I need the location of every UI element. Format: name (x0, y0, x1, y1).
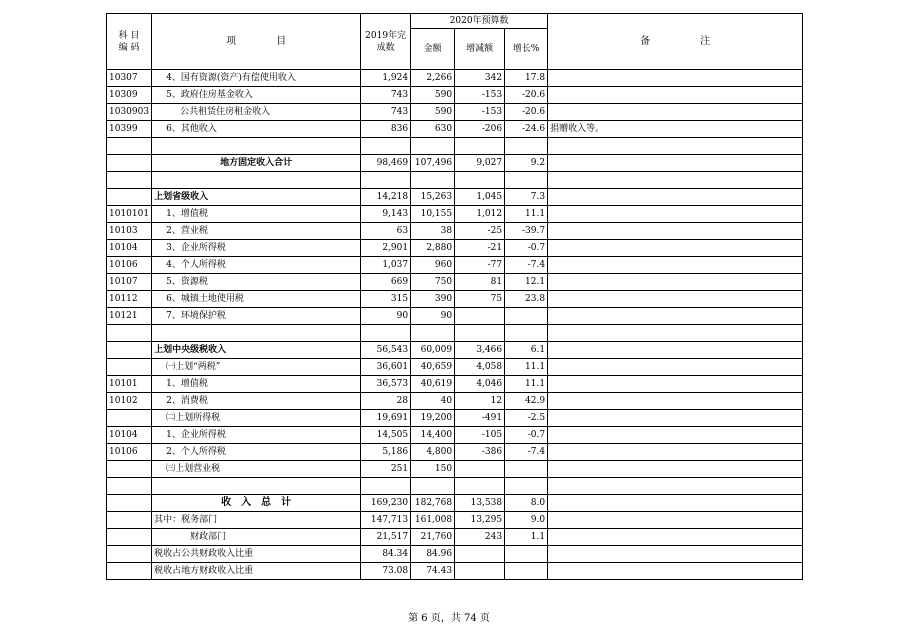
cell-2019: 90 (361, 308, 411, 325)
cell-remark (548, 393, 803, 410)
table-row (107, 70, 803, 87)
cell-change: 4,058 (455, 359, 505, 376)
table-row (107, 342, 803, 359)
cell-amount: 40 (411, 393, 455, 410)
cell-remark (548, 410, 803, 427)
cell-change (455, 138, 505, 155)
cell-remark (548, 359, 803, 376)
table-row (107, 393, 803, 410)
cell-2019: 14,505 (361, 427, 411, 444)
cell-remark (548, 427, 803, 444)
cell-remark: 捐赠收入等。 (548, 121, 803, 138)
cell-remark (548, 342, 803, 359)
cell-amount: 150 (411, 461, 455, 478)
cell-remark (548, 240, 803, 257)
cell-2019: 315 (361, 291, 411, 308)
cell-amount: 84.96 (411, 546, 455, 563)
cell-growth: 11.1 (505, 359, 548, 376)
cell-remark (548, 291, 803, 308)
cell-item (152, 172, 361, 189)
cell-change: -491 (455, 410, 505, 427)
cell-change: 342 (455, 70, 505, 87)
cell-2019: 21,517 (361, 529, 411, 546)
table-row (107, 257, 803, 274)
cell-remark (548, 325, 803, 342)
cell-item: 3、企业所得税 (152, 240, 361, 257)
cell-growth: -7.4 (505, 444, 548, 461)
cell-2019: 1,037 (361, 257, 411, 274)
cell-item: 2、个人所得税 (152, 444, 361, 461)
cell-change: -153 (455, 104, 505, 121)
header-amount: 金额 (411, 29, 455, 70)
cell-growth: 9.2 (505, 155, 548, 172)
cell-2019: 63 (361, 223, 411, 240)
cell-growth: -7.4 (505, 257, 548, 274)
cell-item: 上划中央级税收入 (152, 342, 361, 359)
cell-change (455, 478, 505, 495)
cell-change: 12 (455, 393, 505, 410)
cell-item: 1、增值税 (152, 206, 361, 223)
cell-2019: 9,143 (361, 206, 411, 223)
cell-growth: 6.1 (505, 342, 548, 359)
cell-code (107, 359, 152, 376)
cell-item: 2、消费税 (152, 393, 361, 410)
cell-2019: 73.08 (361, 563, 411, 580)
cell-change: 13,538 (455, 495, 505, 512)
table-row (107, 138, 803, 155)
cell-code: 10102 (107, 393, 152, 410)
cell-code (107, 155, 152, 172)
table-row (107, 563, 803, 580)
cell-2019 (361, 325, 411, 342)
cell-code (107, 138, 152, 155)
cell-amount: 74.43 (411, 563, 455, 580)
cell-amount: 40,619 (411, 376, 455, 393)
cell-item: 公共租赁住房租金收入 (152, 104, 361, 121)
cell-change (455, 325, 505, 342)
cell-item: 财政部门 (152, 529, 361, 546)
cell-growth: -20.6 (505, 87, 548, 104)
cell-code: 1010101 (107, 206, 152, 223)
cell-growth: -0.7 (505, 427, 548, 444)
cell-remark (548, 70, 803, 87)
cell-growth (505, 478, 548, 495)
cell-amount: 21,760 (411, 529, 455, 546)
table-row (107, 427, 803, 444)
cell-change: 1,012 (455, 206, 505, 223)
cell-amount: 19,200 (411, 410, 455, 427)
cell-amount: 590 (411, 104, 455, 121)
cell-item: 1、增值税 (152, 376, 361, 393)
cell-item: 地方固定收入合计 (152, 155, 361, 172)
cell-change: 3,466 (455, 342, 505, 359)
table-row (107, 104, 803, 121)
cell-amount: 40,659 (411, 359, 455, 376)
cell-growth (505, 461, 548, 478)
cell-amount: 630 (411, 121, 455, 138)
table-row (107, 461, 803, 478)
cell-code (107, 189, 152, 206)
cell-growth: 7.3 (505, 189, 548, 206)
cell-remark (548, 529, 803, 546)
cell-amount: 15,263 (411, 189, 455, 206)
cell-change (455, 308, 505, 325)
cell-change: 81 (455, 274, 505, 291)
cell-code (107, 512, 152, 529)
cell-code: 10103 (107, 223, 152, 240)
table-row (107, 512, 803, 529)
table-row (107, 376, 803, 393)
cell-item: 上划省级收入 (152, 189, 361, 206)
cell-growth: 12.1 (505, 274, 548, 291)
cell-code: 10112 (107, 291, 152, 308)
table-row (107, 189, 803, 206)
cell-remark (548, 444, 803, 461)
cell-remark (548, 155, 803, 172)
cell-amount: 2,266 (411, 70, 455, 87)
cell-2019: 28 (361, 393, 411, 410)
cell-2019: 743 (361, 87, 411, 104)
cell-item: 2、营业税 (152, 223, 361, 240)
cell-growth: -20.6 (505, 104, 548, 121)
cell-code: 10399 (107, 121, 152, 138)
cell-growth: 42.9 (505, 393, 548, 410)
table-row (107, 274, 803, 291)
cell-remark (548, 563, 803, 580)
cell-change: -25 (455, 223, 505, 240)
cell-2019: 169,230 (361, 495, 411, 512)
cell-growth: 11.1 (505, 206, 548, 223)
cell-change: -21 (455, 240, 505, 257)
cell-remark (548, 87, 803, 104)
cell-change: 4,046 (455, 376, 505, 393)
cell-2019: 19,691 (361, 410, 411, 427)
cell-amount: 182,768 (411, 495, 455, 512)
cell-change: 243 (455, 529, 505, 546)
cell-code: 10104 (107, 240, 152, 257)
cell-remark (548, 138, 803, 155)
cell-code: 10307 (107, 70, 152, 87)
table-row (107, 121, 803, 138)
cell-code (107, 478, 152, 495)
cell-growth: -39.7 (505, 223, 548, 240)
cell-change (455, 172, 505, 189)
cell-code: 10121 (107, 308, 152, 325)
cell-code (107, 529, 152, 546)
table-row (107, 325, 803, 342)
cell-growth: 8.0 (505, 495, 548, 512)
cell-growth: 17.8 (505, 70, 548, 87)
cell-remark (548, 274, 803, 291)
header-growth: 增长% (505, 29, 548, 70)
cell-remark (548, 512, 803, 529)
cell-code (107, 546, 152, 563)
cell-item: ㈡上划所得税 (152, 410, 361, 427)
cell-code: 10107 (107, 274, 152, 291)
cell-code (107, 495, 152, 512)
cell-amount: 4,800 (411, 444, 455, 461)
cell-change (455, 546, 505, 563)
cell-code (107, 342, 152, 359)
cell-amount: 960 (411, 257, 455, 274)
budget-table (106, 13, 803, 580)
cell-2019: 743 (361, 104, 411, 121)
cell-item: 税收占地方财政收入比重 (152, 563, 361, 580)
table-row (107, 155, 803, 172)
header-2019: 2019年完 成数 (361, 14, 411, 70)
cell-2019: 84.34 (361, 546, 411, 563)
cell-remark (548, 172, 803, 189)
cell-amount: 107,496 (411, 155, 455, 172)
cell-item: 其中：税务部门 (152, 512, 361, 529)
cell-remark (548, 104, 803, 121)
cell-2019: 56,543 (361, 342, 411, 359)
cell-change (455, 461, 505, 478)
cell-item: 5、资源税 (152, 274, 361, 291)
cell-change: -386 (455, 444, 505, 461)
cell-remark (548, 308, 803, 325)
table-row (107, 206, 803, 223)
cell-item: 4、国有资源(资产)有偿使用收入 (152, 70, 361, 87)
cell-growth: 1.1 (505, 529, 548, 546)
table-row (107, 495, 803, 512)
cell-change: -105 (455, 427, 505, 444)
cell-2019: 669 (361, 274, 411, 291)
cell-item: ㈠上划“两税” (152, 359, 361, 376)
cell-item: 6、城镇土地使用税 (152, 291, 361, 308)
header-item: 项 目 (152, 14, 361, 70)
cell-amount: 750 (411, 274, 455, 291)
cell-2019 (361, 478, 411, 495)
cell-change: -77 (455, 257, 505, 274)
header-change: 增减额 (455, 29, 505, 70)
cell-remark (548, 478, 803, 495)
cell-growth: -2.5 (505, 410, 548, 427)
cell-item: ㈢上划营业税 (152, 461, 361, 478)
cell-change: -206 (455, 121, 505, 138)
cell-amount: 90 (411, 308, 455, 325)
cell-growth: 9.0 (505, 512, 548, 529)
cell-remark (548, 257, 803, 274)
table-row (107, 291, 803, 308)
cell-amount: 38 (411, 223, 455, 240)
cell-growth (505, 325, 548, 342)
cell-item (152, 325, 361, 342)
cell-item: 1、企业所得税 (152, 427, 361, 444)
page-footer: 第 6 页，共 74 页 (408, 613, 490, 624)
cell-growth: 11.1 (505, 376, 548, 393)
cell-code (107, 563, 152, 580)
cell-amount (411, 138, 455, 155)
cell-change: 13,295 (455, 512, 505, 529)
cell-remark (548, 206, 803, 223)
cell-growth: -0.7 (505, 240, 548, 257)
cell-growth: -24.6 (505, 121, 548, 138)
cell-change: 75 (455, 291, 505, 308)
cell-change (455, 563, 505, 580)
cell-2019: 147,713 (361, 512, 411, 529)
cell-item: 收 入 总 计 (152, 495, 361, 512)
cell-code (107, 325, 152, 342)
cell-code (107, 410, 152, 427)
cell-remark (548, 461, 803, 478)
cell-amount: 161,008 (411, 512, 455, 529)
cell-code: 1030903 (107, 104, 152, 121)
cell-change: 9,027 (455, 155, 505, 172)
table-row (107, 444, 803, 461)
cell-amount (411, 478, 455, 495)
table-row (107, 308, 803, 325)
cell-item: 7、环境保护税 (152, 308, 361, 325)
table-row (107, 546, 803, 563)
cell-amount: 14,400 (411, 427, 455, 444)
cell-2019 (361, 138, 411, 155)
cell-amount: 10,155 (411, 206, 455, 223)
cell-remark (548, 223, 803, 240)
table-row (107, 223, 803, 240)
cell-2019: 36,601 (361, 359, 411, 376)
cell-remark (548, 495, 803, 512)
table-row (107, 359, 803, 376)
cell-remark (548, 546, 803, 563)
table-row (107, 240, 803, 257)
cell-code: 10106 (107, 257, 152, 274)
cell-2019 (361, 172, 411, 189)
cell-code: 10106 (107, 444, 152, 461)
cell-growth: 23.8 (505, 291, 548, 308)
cell-2019: 14,218 (361, 189, 411, 206)
header-row-top (107, 14, 803, 29)
cell-growth (505, 563, 548, 580)
table-row (107, 410, 803, 427)
cell-2019: 36,573 (361, 376, 411, 393)
cell-item: 5、政府住房基金收入 (152, 87, 361, 104)
cell-2019: 98,469 (361, 155, 411, 172)
cell-remark (548, 189, 803, 206)
cell-item: 4、个人所得税 (152, 257, 361, 274)
cell-remark (548, 376, 803, 393)
cell-amount (411, 172, 455, 189)
cell-code (107, 461, 152, 478)
cell-amount: 2,880 (411, 240, 455, 257)
cell-2019: 251 (361, 461, 411, 478)
cell-item (152, 138, 361, 155)
cell-growth (505, 546, 548, 563)
cell-code: 10101 (107, 376, 152, 393)
header-code: 科 目 编 码 (107, 14, 152, 70)
cell-item: 税收占公共财政收入比重 (152, 546, 361, 563)
cell-2019: 2,901 (361, 240, 411, 257)
cell-growth (505, 138, 548, 155)
cell-item (152, 478, 361, 495)
cell-growth (505, 308, 548, 325)
cell-code (107, 172, 152, 189)
cell-2019: 1,924 (361, 70, 411, 87)
table-row (107, 529, 803, 546)
cell-code: 10104 (107, 427, 152, 444)
cell-growth (505, 172, 548, 189)
cell-2019: 5,186 (361, 444, 411, 461)
cell-code: 10309 (107, 87, 152, 104)
header-budget-2020: 2020年预算数 (411, 14, 548, 29)
cell-amount: 390 (411, 291, 455, 308)
cell-amount (411, 325, 455, 342)
table-row (107, 172, 803, 189)
cell-2019: 836 (361, 121, 411, 138)
cell-amount: 590 (411, 87, 455, 104)
cell-change: -153 (455, 87, 505, 104)
table-row (107, 478, 803, 495)
cell-item: 6、其他收入 (152, 121, 361, 138)
header-remark: 备 注 (548, 14, 803, 70)
table-row (107, 87, 803, 104)
cell-change: 1,045 (455, 189, 505, 206)
cell-amount: 60,009 (411, 342, 455, 359)
